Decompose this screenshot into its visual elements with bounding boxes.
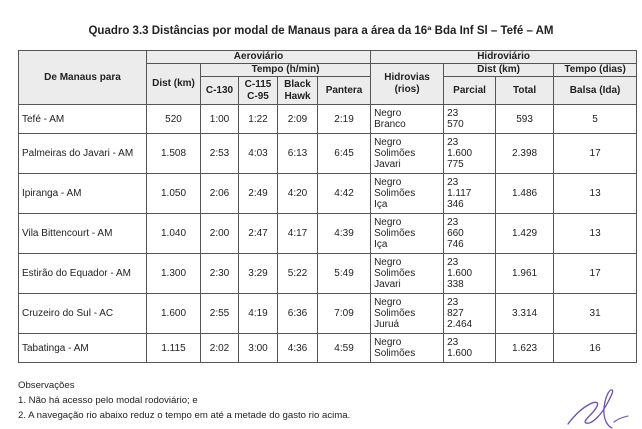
cell-black-hawk: 4:36	[278, 334, 318, 363]
table-row	[19, 105, 637, 134]
parcial-line: 1.600	[447, 348, 473, 359]
cell-hidrovias	[371, 214, 444, 254]
hidrovia-line: Solimões	[374, 188, 416, 199]
cell-destino: Ipiranga - AM	[19, 174, 147, 214]
cell-hidrovias	[371, 105, 444, 134]
observation-item: 1. Não há acesso pelo modal rodoviário; e	[18, 395, 198, 406]
cell-destino: Vila Bittencourt - AM	[19, 214, 147, 254]
cell-c115: 2:47	[239, 214, 278, 254]
hidrovia-line: Negro	[374, 137, 402, 148]
header-hid-dist-km: Dist (km)	[444, 64, 554, 77]
header-hidrovias-line2: (rios)	[394, 84, 420, 95]
cell-total: 3.314	[496, 294, 554, 334]
cell-balsa: 13	[554, 214, 637, 254]
table-row	[19, 254, 637, 294]
cell-dist: 1.115	[147, 334, 201, 363]
cell-dist: 1.300	[147, 254, 201, 294]
parcial-line: 1.600	[447, 268, 473, 279]
hidrovia-line: Javari	[374, 279, 401, 290]
header-parcial: Parcial	[444, 77, 496, 105]
cell-pantera: 2:19	[318, 105, 371, 134]
cell-c115: 1:22	[239, 105, 278, 134]
cell-black-hawk: 4:17	[278, 214, 318, 254]
cell-c130: 1:00	[201, 105, 239, 134]
hidrovia-line: Negro	[374, 257, 402, 268]
header-c115-c95	[239, 77, 278, 105]
parcial-line: 1.600	[447, 148, 473, 159]
cell-balsa: 17	[554, 254, 637, 294]
observations-heading: Observações	[18, 380, 75, 391]
cell-dist: 1.508	[147, 134, 201, 174]
table-row	[19, 294, 637, 334]
header-hidrovias-line1: Hidrovias	[384, 72, 430, 83]
header-c130: C-130	[201, 77, 239, 105]
table-row	[19, 334, 637, 363]
parcial-line: 660	[447, 228, 464, 239]
observations	[18, 378, 350, 423]
hidrovia-line: Juruá	[374, 319, 400, 330]
observation-item: 2. A navegação rio abaixo reduz o tempo em até a metade do gasto rio acima.	[18, 410, 351, 421]
header-c95: C-95	[247, 90, 269, 102]
table-row	[19, 174, 637, 214]
cell-dist: 1.040	[147, 214, 201, 254]
header-black: Black	[284, 78, 311, 90]
header-balsa: Balsa (Ida)	[554, 77, 637, 105]
parcial-line: 23	[447, 297, 459, 308]
cell-destino: Estirão do Equador - AM	[19, 254, 147, 294]
cell-parcial	[444, 214, 496, 254]
header-pantera: Pantera	[318, 77, 371, 105]
hidrovia-line: Iça	[374, 239, 388, 250]
parcial-line: 827	[447, 308, 464, 319]
hidrovia-line: Negro	[374, 337, 402, 348]
distances-table	[18, 50, 637, 363]
cell-c130: 2:55	[201, 294, 239, 334]
parcial-line: 570	[447, 119, 464, 130]
cell-black-hawk: 2:09	[278, 105, 318, 134]
parcial-line: 23	[447, 177, 459, 188]
cell-c115: 4:19	[239, 294, 278, 334]
parcial-line: 2.464	[447, 319, 473, 330]
hidrovia-line: Solimões	[374, 308, 416, 319]
hidrovia-line: Negro	[374, 177, 402, 188]
hidrovia-line: Içа	[374, 199, 388, 210]
hidrovia-line: Negro	[374, 108, 402, 119]
parcial-line: 1.117	[447, 188, 472, 199]
cell-black-hawk: 6:36	[278, 294, 318, 334]
cell-c130: 2:02	[201, 334, 239, 363]
cell-pantera: 4:39	[318, 214, 371, 254]
header-hawk: Hawk	[284, 90, 311, 102]
header-hidroviario: Hidroviário	[371, 51, 637, 64]
cell-parcial	[444, 134, 496, 174]
cell-dist: 520	[147, 105, 201, 134]
cell-pantera: 4:42	[318, 174, 371, 214]
cell-parcial	[444, 294, 496, 334]
cell-hidrovias	[371, 254, 444, 294]
cell-c130: 2:06	[201, 174, 239, 214]
cell-hidrovias	[371, 294, 444, 334]
hidrovia-line: Negro	[374, 217, 402, 228]
cell-balsa: 17	[554, 134, 637, 174]
header-black-hawk	[278, 77, 318, 105]
cell-hidrovias	[371, 134, 444, 174]
hidrovia-line: Solimões	[374, 268, 416, 279]
parcial-line: 23	[447, 257, 459, 268]
header-total: Total	[496, 77, 554, 105]
hidrovia-line: Solimões	[374, 348, 416, 359]
hidrovia-line: Branco	[374, 119, 406, 130]
cell-c130: 2:30	[201, 254, 239, 294]
header-dist-km: Dist (km)	[147, 64, 201, 105]
parcial-line: 346	[447, 199, 464, 210]
parcial-line: 23	[447, 108, 459, 119]
parcial-line: 23	[447, 217, 459, 228]
cell-pantera: 5:49	[318, 254, 371, 294]
parcial-line: 775	[447, 159, 464, 170]
table-title: Quadro 3.3 Distâncias por modal de Manaus para a área da 16ª Bda Inf Sl – Tefé – AM	[88, 25, 554, 37]
header-de-manaus: De Manaus para	[19, 51, 147, 105]
cell-c115: 3:29	[239, 254, 278, 294]
parcial-line: 23	[447, 137, 459, 148]
hidrovia-line: Solimões	[374, 228, 416, 239]
cell-c115: 2:49	[239, 174, 278, 214]
header-hidrovias	[371, 64, 444, 105]
cell-c130: 2:53	[201, 134, 239, 174]
table-row	[19, 214, 637, 254]
cell-total: 2.398	[496, 134, 554, 174]
cell-balsa: 13	[554, 174, 637, 214]
parcial-line: 23	[447, 337, 459, 348]
cell-destino: Tefé - AM	[19, 105, 147, 134]
hidrovia-line: Solimões	[374, 148, 416, 159]
cell-pantera: 7:09	[318, 294, 371, 334]
cell-total: 1.486	[496, 174, 554, 214]
header-aeroviario: Aeroviário	[147, 51, 371, 64]
cell-destino: Palmeiras do Javari - AM	[19, 134, 147, 174]
cell-parcial	[444, 105, 496, 134]
cell-dist: 1.600	[147, 294, 201, 334]
cell-parcial	[444, 254, 496, 294]
cell-pantera: 4:59	[318, 334, 371, 363]
cell-hidrovias	[371, 334, 444, 363]
cell-total: 1.623	[496, 334, 554, 363]
cell-pantera: 6:45	[318, 134, 371, 174]
cell-hidrovias	[371, 174, 444, 214]
cell-balsa: 31	[554, 294, 637, 334]
cell-parcial	[444, 174, 496, 214]
cell-c130: 2:00	[201, 214, 239, 254]
cell-total: 1.961	[496, 254, 554, 294]
header-c115: C-115	[244, 78, 272, 90]
cell-black-hawk: 5:22	[278, 254, 318, 294]
cell-balsa: 5	[554, 105, 637, 134]
hidrovia-line: Negro	[374, 297, 402, 308]
cell-total: 1.429	[496, 214, 554, 254]
cell-c115: 4:03	[239, 134, 278, 174]
cell-destino: Tabatinga - AM	[19, 334, 147, 363]
header-tempo-dias: Tempo (dias)	[554, 64, 637, 77]
parcial-line: 746	[447, 239, 464, 250]
cell-dist: 1.050	[147, 174, 201, 214]
hidrovia-line: Javari	[374, 159, 401, 170]
table-row	[19, 134, 637, 174]
cell-black-hawk: 4:20	[278, 174, 318, 214]
cell-balsa: 16	[554, 334, 637, 363]
header-tempo-hmin: Tempo (h/min)	[201, 64, 371, 77]
cell-destino: Cruzeiro do Sul - AC	[19, 294, 147, 334]
handwritten-signature	[560, 388, 630, 429]
cell-total: 593	[496, 105, 554, 134]
cell-c115: 3:00	[239, 334, 278, 363]
parcial-line: 338	[447, 279, 464, 290]
cell-parcial	[444, 334, 496, 363]
cell-black-hawk: 6:13	[278, 134, 318, 174]
